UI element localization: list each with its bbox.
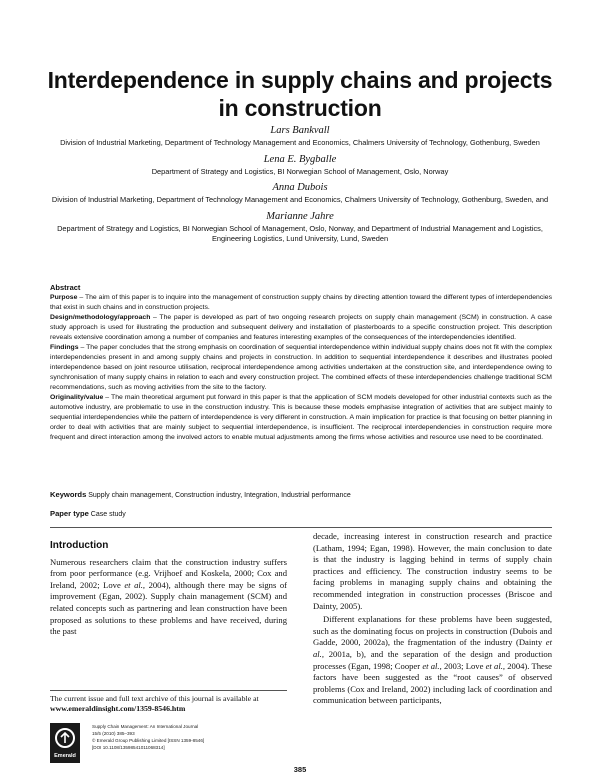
intro-paragraph: [50, 557, 287, 638]
abstract: [50, 283, 552, 443]
text-run: , 2004), although there may be signs of improvement (Egan, 2002). Supply chain management (SCM) and related concepts such as partnering and lean construction have been proposed as solutions to these problems and have received, during the past: [50, 579, 287, 637]
left-column: [50, 540, 287, 638]
author-name: Lars Bankvall: [270, 125, 330, 136]
abstract-text: – The paper is developed as part of two ongoing research projects on supply chain management (SCM) in construction. A case study approach is used for illustrating the production and subsequent delivery and installation of plasterboards to a specific construction project. This description reveals extensive coordination among a number of companies and features interesting examples of the consequences of the interdependencies identified.: [50, 314, 552, 341]
divider: [50, 527, 552, 528]
text-run-italic: et al.: [485, 660, 503, 671]
author-block: [40, 124, 560, 249]
text-run: , 2004). These factors have been suggested as the “root causes” of observed problems (Cox and Ireland, 2002) including lack of coordination and communication between participants,: [313, 660, 552, 706]
author-affiliation: Department of Strategy and Logistics, BI Norwegian School of Management, Oslo, Norway, and Department of Industrial Management and Logistics, Engineering Logistics, Lund University, Lund, Sweden: [57, 223, 543, 243]
keywords: [50, 490, 552, 499]
text-run: Different explanations for these problems have been suggested, such as the dominating focus on projects in construction (Dubois and Gadde, 2000, 2002a), the fragmentation of the industry (Dainty: [313, 614, 552, 648]
keywords-label: Keywords: [50, 490, 87, 499]
keywords-text: Supply chain management, Construction industry, Integration, Industrial performance: [86, 492, 351, 499]
abstract-findings: [50, 343, 552, 393]
journal-info: [92, 724, 292, 752]
paper-title: Interdependence in supply chains and projects in construction: [47, 67, 553, 121]
text-run: , 2001a, b), and the separation of the design and production processes (Egan, 1998; Cooper: [313, 648, 552, 671]
text-run-italic: et al.: [124, 579, 143, 590]
abstract-design: [50, 313, 552, 343]
abstract-label: Design/methodology/approach: [50, 314, 151, 321]
author-affiliation: Department of Strategy and Logistics, BI Norwegian School of Management, Oslo, Norway: [151, 166, 449, 176]
emerald-logo-icon: [50, 723, 80, 763]
body-paragraph: decade, increasing interest in construction research and practice (Latham, 1994; Egan, 1998). However, the main conclusion to date is that the industry is lagging behind in terms of supply chain practices and efficiency. The construction industry seems to be facing problems in managing supply chains and obtaining the recommended integration in construction processes (Briscoe and Dainty, 2005).: [313, 531, 552, 611]
introduction-heading: Introduction: [50, 540, 109, 551]
author-name: Marianne Jahre: [266, 210, 334, 222]
abstract-label: Findings: [50, 344, 79, 351]
paper-type-label: Paper type: [50, 509, 89, 518]
abstract-text: – The main theoretical argument put forward in this paper is that the application of SCM models developed for other industrial contexts such as the automotive industry, are problematic to use in the construction industry. This is because these models emphasise integration of activities that are subject mainly to sequential interdependencies while the pattern of interdependence is very different in construction. A main implication for practice is that focusing on better planning in order to deal with activities that are mainly subject to sequential interdependence, is insufficient. The reciprocal interdependencies in construction require more frequent and direct interaction among the involved actors to enable mutual adjustments among the firms whose activities and resource use need to be coordinated.: [50, 394, 552, 441]
author-affiliation: Division of Industrial Marketing, Department of Technology Management and Economics, Chalmers University of Technology, Gothenburg, Sweden, and: [51, 195, 549, 204]
abstract-heading: Abstract: [50, 283, 81, 292]
author-affiliation: Division of Industrial Marketing, Department of Technology Management and Economics, Chalmers University of Technology, Gothenburg, Sweden: [60, 138, 540, 147]
abstract-label: Originality/value: [50, 394, 104, 401]
abstract-text: – The paper concludes that the strong emphasis on coordination of sequential interdependence within individual supply chains does not fit with the complex interdependencies present in and among supply chains and projects in construction. In addition to sequential interdependence it describes and illustrates pooled interdependence based on joint resource utilisation, reciprocal interdependence among activities undertaken at the construction site, and interdependence owing to synchronisation of many supply chains in relation to each and every construction project. The combined effects of these interdependencies challenge traditional SCM recommendations, such as moving activities from the site to the factory.: [50, 344, 552, 391]
journal-info-line: © Emerald Group Publishing Limited [ISSN 1359-8546]: [92, 737, 205, 743]
abstract-text: – The aim of this paper is to inquire into the management of construction supply chains by directing attention toward the different types of interdependencies that exist in such chains and in construction projects.: [50, 294, 552, 311]
paper-type: [50, 509, 552, 518]
logo-label: Emerald: [54, 753, 76, 759]
paper-type-text: Case study: [88, 511, 126, 518]
publication-note: [50, 690, 287, 714]
right-column: [313, 531, 552, 707]
author-name: Anna Dubois: [272, 182, 328, 193]
publication-note-text: The current issue and full text archive of this journal is available at: [50, 694, 259, 703]
abstract-originality: [50, 393, 552, 443]
journal-info-line: 15/5 (2010) 385–393: [92, 730, 135, 736]
text-run-italic: et al.: [422, 660, 440, 671]
text-run: , 2003; Love: [439, 660, 486, 671]
abstract-label: Purpose: [50, 294, 78, 301]
text-run-italic: et al.: [313, 637, 552, 659]
journal-info-line: [DOI 10.1108/13598541011068314]: [92, 744, 165, 750]
abstract-purpose: [50, 293, 552, 313]
text-run: Numerous researchers claim that the construction industry suffers from poor performance (e.g. Vrijhoef and Koskela, 2000; Cox and Ireland, 2002; Love: [50, 556, 287, 590]
page-number: 385: [293, 765, 307, 774]
body-paragraph: [313, 614, 552, 707]
journal-info-line: Supply Chain Management: An International Journal: [92, 724, 199, 729]
author-name: Lena E. Bygballe: [263, 153, 337, 165]
journal-url-link[interactable]: www.emeraldinsight.com/1359-8546.htm: [50, 704, 186, 713]
